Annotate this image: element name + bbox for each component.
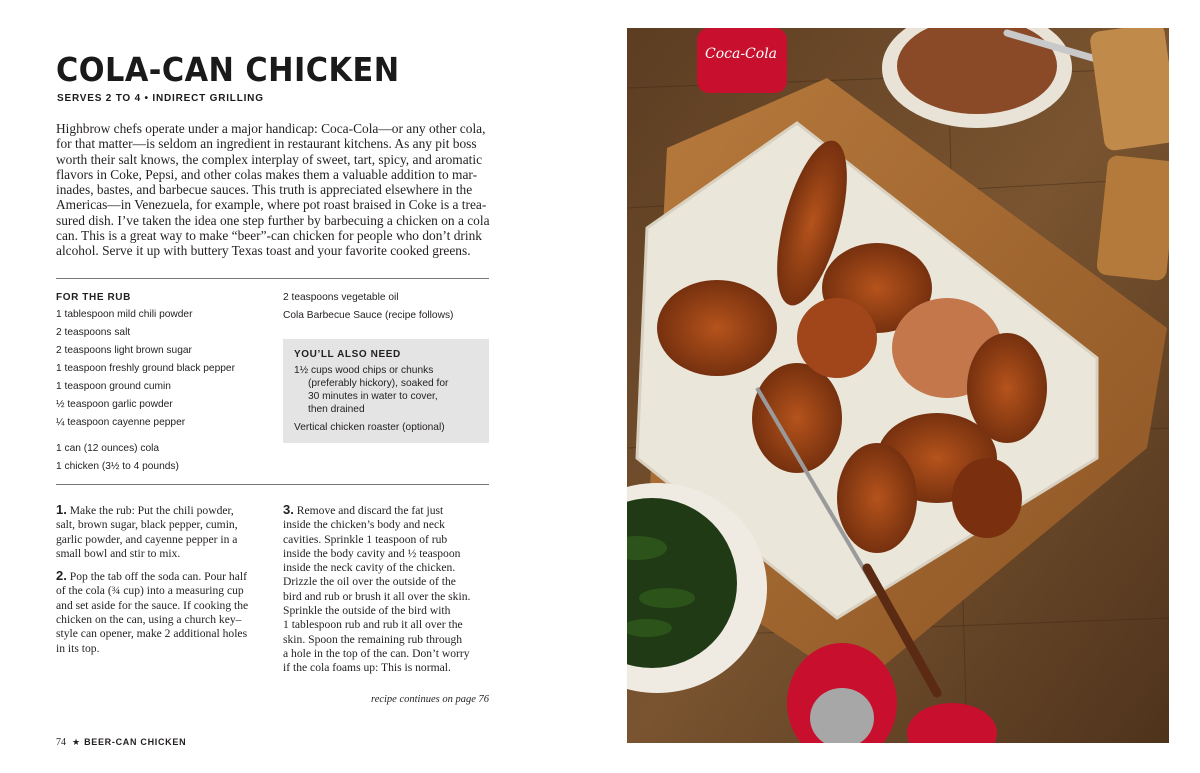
step-1: [56, 503, 271, 561]
rub-ingredients: [56, 291, 276, 478]
step-line: salt, brown sugar, black pepper, cumin,: [56, 518, 238, 532]
ingredient-item: 1 chicken (3½ to 4 pounds): [56, 461, 179, 472]
step-line: inside the body cavity and ½ teaspoon: [283, 546, 461, 560]
ingredient-item: Cola Barbecue Sauce (recipe follows): [283, 310, 454, 321]
step-line: and set aside for the sauce. If cooking the: [56, 598, 249, 612]
step-line: bird and rub or brush it all over the skin.: [283, 589, 471, 603]
star-icon: ★: [72, 737, 81, 747]
step-line: Pop the tab off the soda can. Pour half: [69, 570, 247, 584]
section-name: BEER-CAN CHICKEN: [84, 737, 187, 747]
step-line: in its top.: [56, 641, 100, 655]
page-footer: [56, 737, 186, 748]
ingredient-item: ¼ teaspoon cayenne pepper: [56, 417, 186, 428]
intro-line: for that matter—is seldom an ingredient in restaurant kitchens. As any pit boss: [56, 136, 477, 152]
step-line: inside the neck cavity of the chicken.: [283, 561, 456, 575]
recipe-title: COLA-CAN CHICKEN: [56, 50, 400, 89]
also-need-box: [283, 339, 489, 443]
also-need-line: then drained: [308, 404, 365, 415]
intro-line: worth their salt knows, the complex interplay of sweet, tart, spicy, and aromatic: [56, 151, 483, 167]
recipe-page: [0, 0, 560, 773]
step-line: skin. Spoon the remaining rub through: [283, 632, 463, 646]
step-line: a hole in the top of the can. Don’t worry: [283, 646, 470, 660]
step-line: chicken on the can, using a church key–: [56, 613, 242, 627]
can-label: Coca-Cola: [705, 46, 778, 62]
step-number: 2.: [56, 568, 67, 584]
step-line: of the cola (¾ cup) into a measuring cup: [56, 584, 244, 598]
also-need-line: 30 minutes in water to cover,: [308, 391, 438, 402]
step-line: 1 tablespoon rub and rub it all over the: [283, 618, 463, 632]
ingredient-item: 1 teaspoon freshly ground black pepper: [56, 363, 235, 374]
step-line: Make the rub: Put the chili powder,: [69, 504, 234, 517]
also-need-line: (preferably hickory), soaked for: [308, 378, 449, 389]
step-line: Sprinkle the outside of the bird with: [283, 604, 451, 618]
ingredient-item: 2 teaspoons light brown sugar: [56, 345, 192, 356]
ingredient-item: 1 can (12 ounces) cola: [56, 443, 160, 454]
intro-line: flavors in Coke, Pepsi, and other colas makes them a valuable addition to mar-: [56, 166, 478, 182]
step-line: inside the chicken’s body and neck: [283, 518, 445, 532]
intro-line: inades, bastes, and barbecue sauces. This truth is appreciated elsewhere in the: [56, 182, 473, 198]
food-photo-illustration: [627, 28, 1169, 743]
page-number: 74: [56, 737, 66, 748]
step-2: [56, 569, 271, 656]
step-number: 3.: [283, 502, 294, 517]
rub-heading: FOR THE RUB: [56, 292, 131, 303]
step-line: garlic powder, and cayenne pepper in a: [56, 532, 238, 546]
ingredient-item: 1 tablespoon mild chili powder: [56, 309, 193, 320]
step-line: Remove and discard the fat just: [296, 504, 444, 517]
steps-column-right: [283, 503, 498, 676]
divider-bottom: [56, 484, 489, 485]
step-line: cavities. Sprinkle 1 teaspoon of rub: [283, 532, 448, 546]
also-need-heading: YOU’LL ALSO NEED: [294, 349, 401, 360]
ingredient-item: 2 teaspoons salt: [56, 327, 131, 338]
intro-paragraph: [56, 121, 496, 259]
intro-line: Highbrow chefs operate under a major handicap: Coca-Cola—or any other cola,: [56, 121, 486, 136]
recipe-photo: [627, 28, 1169, 743]
ingredient-item: 1 teaspoon ground cumin: [56, 381, 171, 392]
also-need-line: 1½ cups wood chips or chunks: [294, 365, 434, 376]
divider-top: [56, 278, 489, 279]
intro-line: sured dish. I’ve taken the idea one step further by barbecuing a chicken on a cola: [56, 212, 490, 228]
intro-line: alcohol. Serve it up with buttery Texas toast and your favorite cooked greens.: [56, 243, 471, 259]
ingredient-item: ½ teaspoon garlic powder: [56, 399, 173, 410]
step-line: style can opener, make 2 additional holes: [56, 627, 248, 641]
other-ingredients: [283, 291, 489, 327]
continues-note: recipe continues on page 76: [371, 694, 489, 705]
step-3: [283, 503, 498, 676]
step-line: Drizzle the oil over the outside of the: [283, 575, 456, 589]
ingredient-item: 2 teaspoons vegetable oil: [283, 292, 399, 303]
recipe-subtitle: SERVES 2 TO 4 • INDIRECT GRILLING: [57, 93, 264, 104]
step-line: small bowl and stir to mix.: [56, 546, 181, 560]
steps-column-left: [56, 503, 271, 656]
step-line: if the cola foams up: This is normal.: [283, 661, 451, 675]
intro-line: can. This is a great way to make “beer”-can chicken for people who don’t drink: [56, 228, 482, 244]
step-number: 1.: [56, 502, 67, 517]
intro-line: Americas—in Venezuela, for example, where pot roast braised in Coke is a trea-: [56, 197, 487, 213]
also-need-item: Vertical chicken roaster (optional): [294, 422, 445, 433]
